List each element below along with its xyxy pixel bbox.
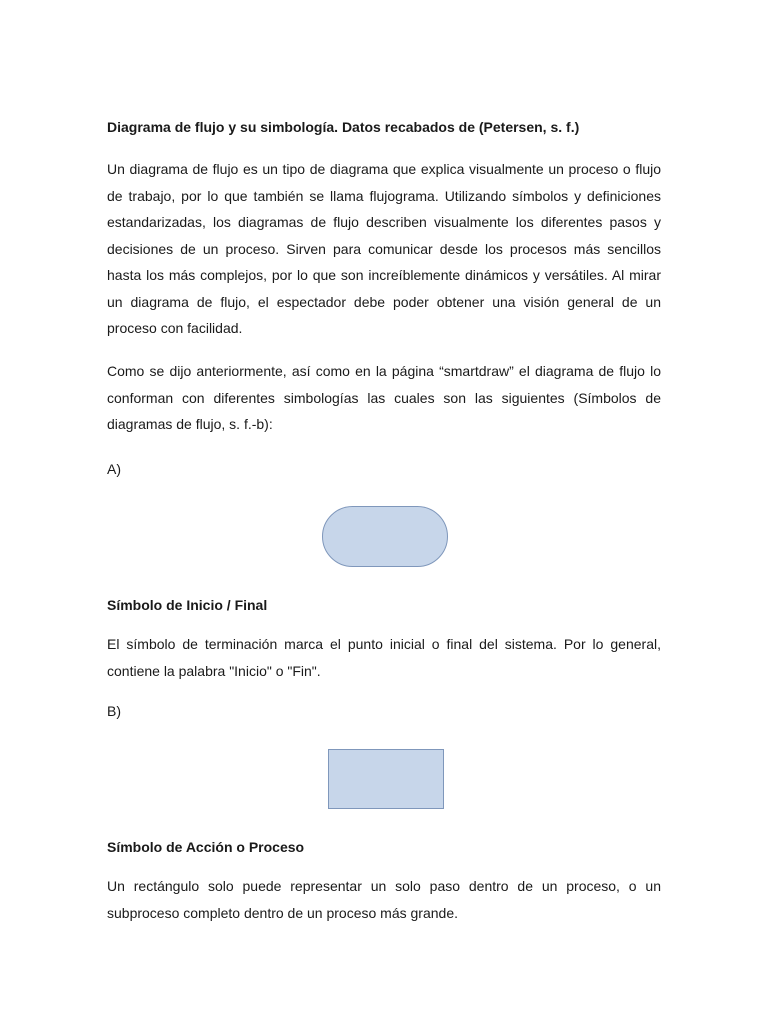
terminal-symbol-shape — [322, 506, 448, 567]
section-b-label: B) — [107, 703, 121, 719]
section-b-heading: Símbolo de Acción o Proceso — [107, 839, 305, 855]
section-b-description: Un rectángulo solo puede representar un solo paso dentro de un proceso, o un subproceso completo dentro de un proceso más grande. — [107, 878, 661, 921]
process-symbol-shape — [328, 749, 444, 809]
intro-paragraph: Un diagrama de flujo es un tipo de diagrama que explica visualmente un proceso o flujo de trabajo, por lo que también se llama flujograma. Utilizando símbolos y definiciones estandarizadas, los diagramas de flujo describen visualmente los diferentes pasos y decisiones de un proceso. Sirven para comunicar desde los procesos más sencillos hasta los más complejos, por lo que son increíblemente dinámicos y versátiles. Al mirar un diagrama de flujo, el espectador debe poder obtener una visión general de un proceso con facilidad. — [107, 161, 661, 336]
document-title: Diagrama de flujo y su simbología. Datos recabados de (Petersen, s. f.) — [107, 119, 580, 135]
second-paragraph: Como se dijo anteriormente, así como en la página “smartdraw” el diagrama de flujo lo conforman con diferentes simbologías las cuales son las siguientes (Símbolos de diagramas de flujo, s. f.-b): — [107, 363, 661, 432]
section-a-description: El símbolo de terminación marca el punto inicial o final del sistema. Por lo general, contiene la palabra "Inicio" o "Fin". — [107, 636, 661, 679]
section-a-heading: Símbolo de Inicio / Final — [107, 597, 268, 613]
section-a-label: A) — [107, 461, 121, 477]
